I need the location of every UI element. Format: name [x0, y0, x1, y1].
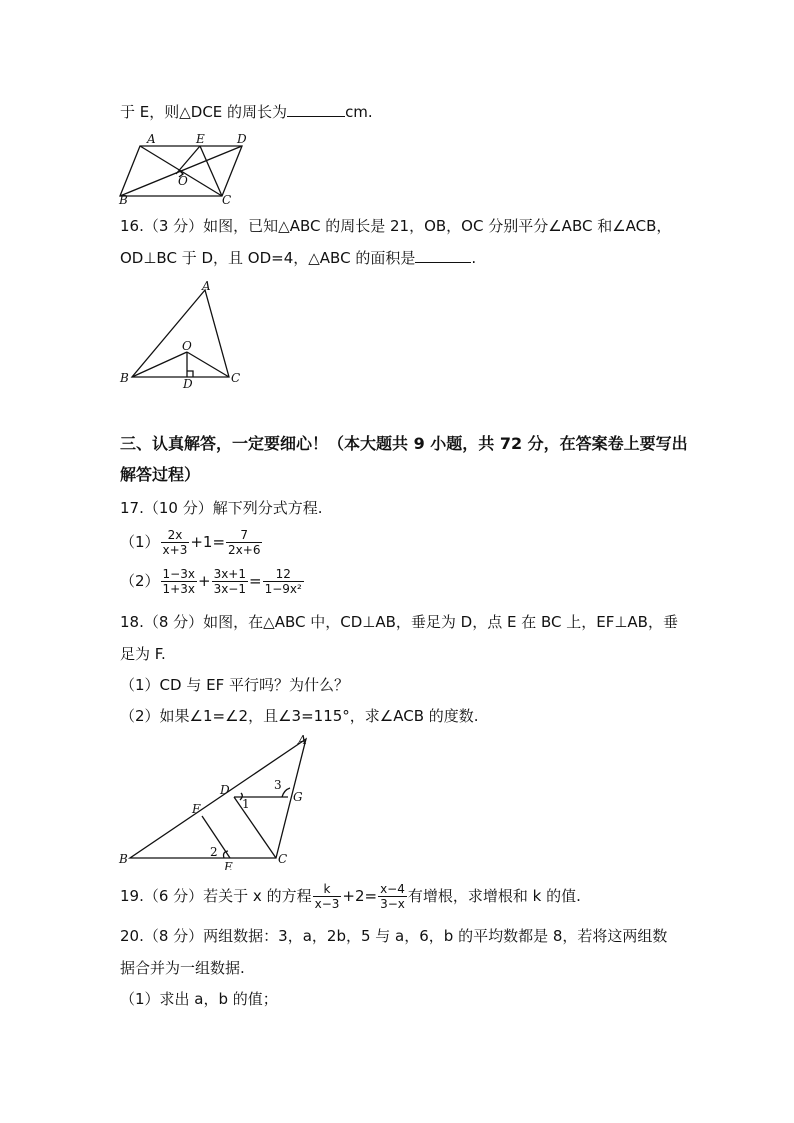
numerator: 7: [226, 528, 262, 543]
label-c: C: [278, 852, 288, 866]
denominator: 1−9x²: [264, 582, 302, 596]
denominator: 3−x: [380, 897, 405, 911]
q20-line1: 20.（8 分）两组数据：3，a，2b，5 与 a，6，b 的平均数都是 8，若将这两组数: [120, 927, 668, 945]
label-a: A: [202, 280, 211, 293]
q17-p1-mid: +1=: [190, 533, 226, 551]
q16-answer-blank[interactable]: [415, 248, 471, 263]
label-a: A: [147, 132, 156, 146]
q17-p2-fraction3: [263, 567, 304, 596]
label-d: D: [183, 377, 193, 391]
figure-q16-triangle: [116, 280, 251, 392]
q17-part1: [120, 526, 263, 558]
q17-p2-fraction1: [161, 567, 197, 596]
q17-title: 17.（10 分）解下列分式方程.: [120, 499, 323, 517]
q17-p2-eq: =: [249, 572, 262, 590]
label-a: A: [298, 733, 307, 747]
q17-p1-fraction1: [161, 528, 190, 557]
q15-answer-blank[interactable]: [287, 102, 345, 117]
denominator: 1+3x: [162, 582, 195, 596]
q16-line2: [120, 248, 476, 268]
numerator: x−4: [380, 882, 405, 896]
q17-p1-label: （1）: [120, 533, 160, 551]
q17-part2: [120, 565, 305, 597]
q17-p1-fraction2: [226, 528, 262, 557]
q17-p2-fraction2: [212, 567, 248, 596]
q18-part2: （2）如果∠1=∠2，且∠3=115°，求∠ACB 的度数.: [120, 707, 479, 725]
q17-p2-label: （2）: [120, 572, 160, 590]
q15-text-before: 于 E，则△DCE 的周长为: [120, 103, 288, 121]
section3-heading-line2: 解答过程）: [120, 465, 201, 484]
label-d: D: [237, 132, 247, 146]
label-d: D: [220, 783, 230, 797]
denominator: x+3: [162, 543, 188, 557]
numerator: k: [313, 882, 342, 897]
q18-line1: 18.（8 分）如图，在△ABC 中，CD⊥AB，垂足为 D，点 E 在 BC 上，EF⊥AB，垂: [120, 613, 678, 631]
denominator: x−3: [314, 897, 340, 911]
section3-heading-line1: 三、认真解答，一定要细心！（本大题共 9 小题，共 72 分，在答案卷上要写出: [120, 434, 688, 453]
label-o: O: [178, 174, 188, 188]
segment-ob: [132, 352, 187, 377]
q19-fraction1: [313, 882, 342, 911]
q18-line2: 足为 F.: [120, 645, 166, 663]
q18-part1: （1）CD 与 EF 平行吗？为什么？: [120, 676, 349, 694]
q16-line1: 16.（3 分）如图，已知△ABC 的周长是 21，OB，OC 分别平分∠ABC 和∠ACB，: [120, 217, 672, 235]
segment-cd: [234, 797, 276, 858]
label-b: B: [120, 371, 129, 385]
label-f: F: [192, 802, 201, 816]
label-e: E: [224, 860, 233, 870]
q19-after: 有增根，求增根和 k 的值.: [407, 887, 581, 905]
label-angle-3: 3: [274, 778, 282, 792]
q19-text: [120, 880, 581, 912]
label-b: B: [119, 193, 128, 206]
label-e: E: [196, 132, 205, 146]
figure-q18-triangle: [116, 730, 316, 870]
label-c: C: [222, 193, 232, 206]
label-c: C: [231, 371, 241, 385]
segment-ec: [200, 146, 222, 196]
q17-p2-plus: +: [197, 572, 211, 590]
numerator: 1−3x: [162, 567, 195, 581]
denominator: 2x+6: [228, 543, 261, 557]
denominator: 3x−1: [213, 582, 246, 596]
q20-line2: 据合并为一组数据.: [120, 959, 245, 977]
figure-q15-parallelogram: [116, 130, 256, 206]
q15-text: [120, 102, 373, 122]
label-g: G: [293, 790, 303, 804]
q19-before: 19.（6 分）若关于 x 的方程: [120, 887, 312, 905]
q15-text-after: cm.: [345, 103, 373, 121]
q19-fraction2: [378, 882, 407, 911]
q20-part1: （1）求出 a，b 的值；: [120, 990, 278, 1008]
label-o: O: [182, 339, 192, 353]
label-angle-2: 2: [210, 845, 218, 859]
label-b: B: [119, 852, 128, 866]
diagonal-bd: [120, 146, 242, 196]
q16-line2-before: OD⊥BC 于 D，且 OD=4，△ABC 的面积是: [120, 249, 416, 267]
q16-line2-after: .: [471, 249, 477, 267]
angle-3-arc: [282, 788, 290, 797]
label-angle-1: 1: [242, 797, 250, 811]
numerator: 12: [263, 567, 304, 582]
q19-mid: +2=: [342, 887, 378, 905]
numerator: 2x: [161, 528, 190, 543]
numerator: 3x+1: [213, 567, 246, 581]
triangle-abc: [132, 290, 229, 377]
